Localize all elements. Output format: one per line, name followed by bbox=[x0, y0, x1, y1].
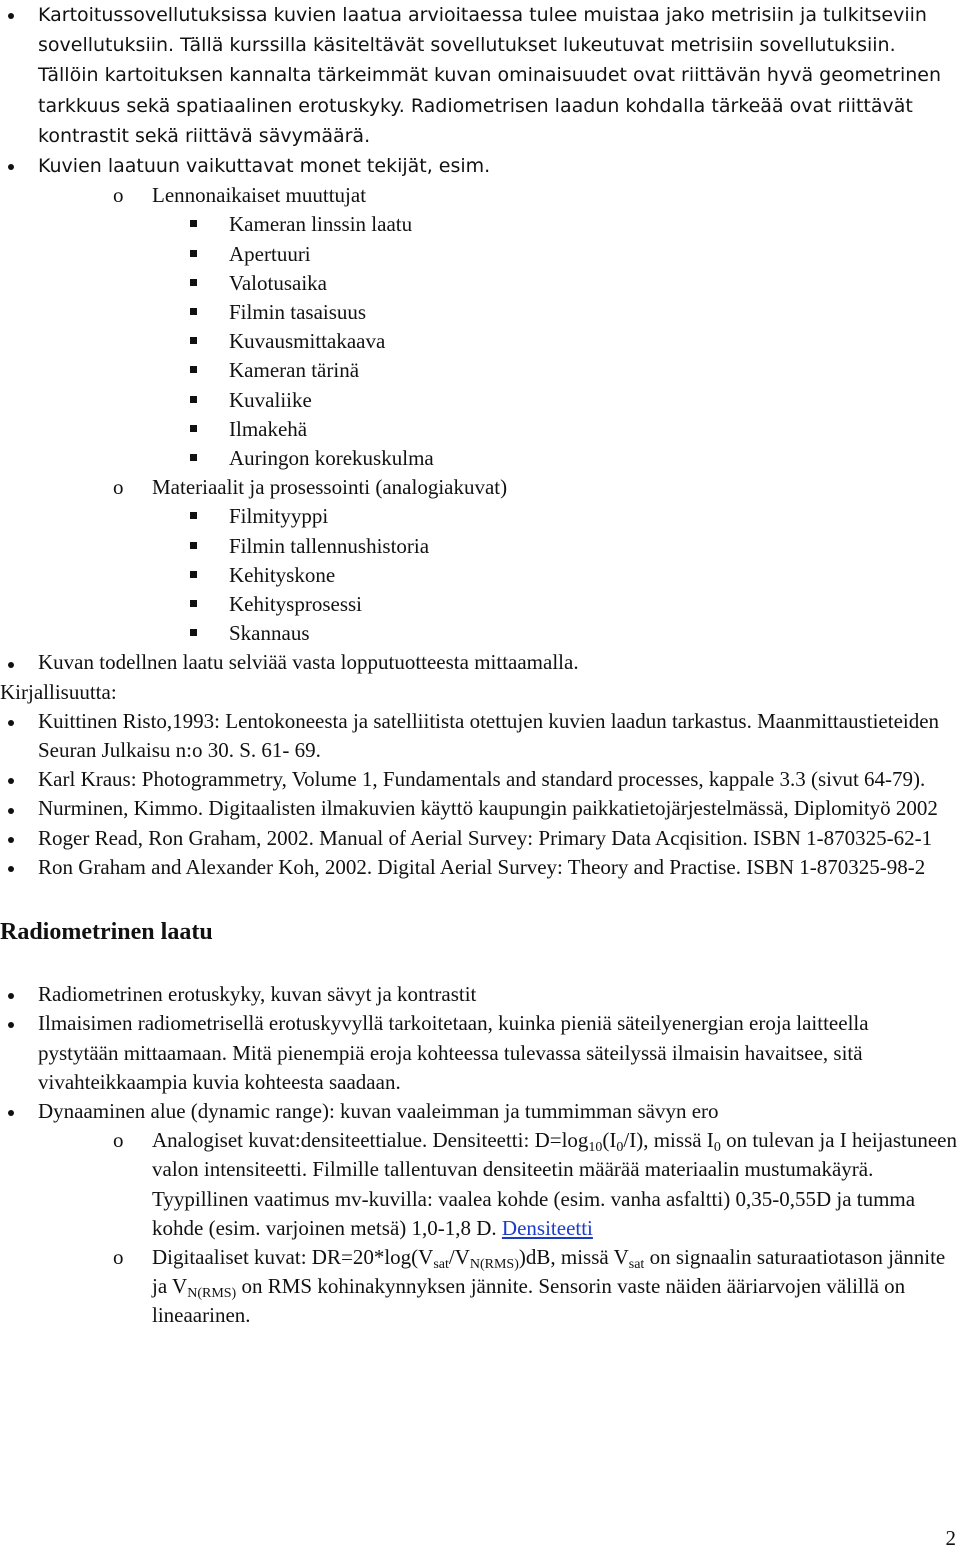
list-item bbox=[0, 240, 960, 269]
citation: Roger Read, Ron Graham, 2002. Manual of Aerial Survey: Primary Data Acqisition. ISBN 1-870325-62-1 bbox=[38, 825, 933, 850]
factor-group-flight bbox=[0, 181, 960, 210]
square-bullet-icon bbox=[190, 366, 197, 373]
densiteetti-link[interactable]: Densiteetti bbox=[501, 1215, 593, 1240]
factor-item: Skannaus bbox=[229, 621, 310, 646]
bullet-dot-icon bbox=[4, 853, 18, 882]
radiometric-point: Dynaaminen alue (dynamic range): kuvan vaaleimman ja tummimman sävyn ero bbox=[38, 1098, 719, 1123]
factor-item: Auringon korekuskulma bbox=[229, 446, 434, 471]
square-bullet-icon bbox=[190, 396, 197, 403]
list-item bbox=[0, 151, 960, 181]
citation: Ron Graham and Alexander Koh, 2002. Digital Aerial Survey: Theory and Practise. ISBN 1-870325-98-2 bbox=[38, 854, 926, 879]
list-item bbox=[0, 0, 960, 151]
list-item bbox=[0, 502, 960, 531]
bullet-dot-icon bbox=[4, 1009, 18, 1038]
square-bullet-icon bbox=[190, 571, 197, 578]
circle-bullet-icon: o bbox=[113, 475, 124, 500]
factor-group-label: Materiaalit ja prosessointi (analogiakuvat) bbox=[152, 475, 508, 500]
bullet-dot-icon bbox=[4, 0, 18, 29]
factor-group-material bbox=[0, 473, 960, 502]
factor-item: Filmityyppi bbox=[229, 504, 329, 529]
literature-item bbox=[0, 707, 960, 765]
factor-item: Filmin tasaisuus bbox=[229, 300, 367, 325]
material-factor-list bbox=[0, 502, 960, 648]
factors-intro: Kuvien laatuun vaikuttavat monet tekijät, esim. bbox=[38, 155, 491, 178]
circle-bullet-icon: o bbox=[113, 183, 124, 208]
factor-item: Valotusaika bbox=[229, 270, 327, 295]
factor-item: Kuvausmittakaava bbox=[229, 329, 386, 354]
list-item bbox=[0, 327, 960, 356]
square-bullet-icon bbox=[190, 279, 197, 286]
flight-factor-list bbox=[0, 210, 960, 473]
bullet-dot-icon bbox=[4, 824, 18, 853]
square-bullet-icon bbox=[190, 629, 197, 636]
list-item bbox=[0, 444, 960, 473]
bullet-dot-icon bbox=[4, 707, 18, 736]
list-item bbox=[0, 648, 960, 677]
literature-item bbox=[0, 824, 960, 853]
dynamic-range-list bbox=[0, 1126, 960, 1330]
bullet-dot-icon bbox=[4, 794, 18, 823]
list-item bbox=[0, 415, 960, 444]
intro-paragraph: Kartoitussovellutuksissa kuvien laatua arvioitaessa tulee muistaa jako metrisiin ja tulkitseviin sovellutuksiin. Tällä kurssilla käsiteltävät sovellutukset lukeutuvat metrisiin sovellutuksiin. Tällöin kartoituksen kannalta tärkeimmät kuvan ominaisuudet ovat riittävän hyvä geometrinen tarkkuus sekä spatiaalinen erotuskyky. Radiometrisen laadun kohdalla tärkeää ovat riittävät kontrastit sekä riittävä sävymäärä. bbox=[38, 4, 942, 147]
circle-bullet-icon: o bbox=[113, 1244, 124, 1269]
literature-item bbox=[0, 853, 960, 882]
square-bullet-icon bbox=[190, 542, 197, 549]
list-item bbox=[0, 386, 960, 415]
factor-groups bbox=[0, 181, 960, 210]
bullet-dot-icon bbox=[4, 151, 18, 180]
list-item bbox=[0, 590, 960, 619]
factor-item: Kameran tärinä bbox=[229, 358, 360, 383]
square-bullet-icon bbox=[190, 308, 197, 315]
bullet-dot-icon bbox=[4, 648, 18, 677]
list-item bbox=[0, 980, 960, 1009]
list-item bbox=[0, 269, 960, 298]
list-item bbox=[0, 1009, 960, 1097]
square-bullet-icon bbox=[190, 454, 197, 461]
square-bullet-icon bbox=[190, 600, 197, 607]
radiometric-list bbox=[0, 980, 960, 1126]
factor-groups bbox=[0, 473, 960, 502]
bullet-dot-icon bbox=[4, 1097, 18, 1126]
page-number: 2 bbox=[945, 1526, 956, 1550]
factor-group-label: Lennonaikaiset muuttujat bbox=[152, 183, 367, 208]
radiometric-point: Ilmaisimen radiometrisellä erotuskyvyllä tarkoitetaan, kuinka pieniä säteilyenergian eroja laitteella pystytään mittaamaan. Mitä pienempiä eroja kohteessa tulevassa säteilyssä ilmaisin havaitsee, sitä vivahteikkaampia kuvia kohteesta saadaan. bbox=[38, 1011, 869, 1094]
factor-item: Kameran linssin laatu bbox=[229, 212, 413, 237]
factor-item: Filmin tallennushistoria bbox=[229, 533, 430, 558]
literature-item bbox=[0, 794, 960, 823]
factor-item: Kehitysprosessi bbox=[229, 592, 362, 617]
bullet-dot-icon bbox=[4, 765, 18, 794]
literature-list bbox=[0, 707, 960, 882]
factor-item: Ilmakehä bbox=[229, 416, 308, 441]
square-bullet-icon bbox=[190, 512, 197, 519]
list-item bbox=[0, 1097, 960, 1126]
list-item bbox=[0, 356, 960, 385]
citation: Nurminen, Kimmo. Digitaalisten ilmakuvien käyttö kaupungin paikkatietojärjestelmässä, Diplomityö 2002 bbox=[38, 796, 938, 821]
square-bullet-icon bbox=[190, 337, 197, 344]
summary-list bbox=[0, 648, 960, 677]
list-item bbox=[0, 561, 960, 590]
factor-item: Kehityskone bbox=[229, 562, 336, 587]
factor-item: Apertuuri bbox=[229, 241, 311, 266]
analog-images-item: o Analogiset kuvat:densiteettialue. Densiteetti: $D=\log_{10}(I_0/I)$, missä $I_0$ on tulevan ja I heijastuneen valon intensiteetti. Filmille tallentuvan densiteetin määrää materiaalin mustumakäyrä. Tyypillinen vaatimus mv-kuvilla: vaalea kohde (esim. vanha asfaltti) 0,35-0,55D ja tumma kohde (esim. varjoinen metsä) 1,0-1,8 D. Densiteetti bbox=[113, 1128, 957, 1240]
factor-item: Kuvaliike bbox=[229, 387, 312, 412]
section-title: Radiometrinen laatu bbox=[0, 919, 213, 946]
true-quality-text: Kuvan todellnen laatu selviää vasta lopputuotteesta mittaamalla. bbox=[38, 650, 579, 675]
bullet-dot-icon bbox=[4, 980, 18, 1009]
citation: Kuittinen Risto,1993: Lentokoneesta ja satelliitista otettujen kuvien laadun tarkastus. Maanmittaustieteiden Seuran Julkaisu n:o 30. S. 61- 69. bbox=[38, 708, 940, 763]
square-bullet-icon bbox=[190, 425, 197, 432]
square-bullet-icon bbox=[190, 250, 197, 257]
intro-list bbox=[0, 0, 960, 181]
square-bullet-icon bbox=[190, 220, 197, 227]
list-item bbox=[0, 532, 960, 561]
digital-images-item: o Digitaaliset kuvat: $DR=20*\log(V_{sat}/V_{N(RMS)})dB$, missä $V_{sat}$ on signaalin saturaatiotason jännite ja $V_{N(RMS)}$ on RMS kohinakynnyksen jännite. Sensorin vaste näiden ääriarvojen välillä on lineaarinen. bbox=[113, 1244, 946, 1328]
list-item bbox=[0, 619, 960, 648]
literature-item bbox=[0, 765, 960, 794]
citation: Karl Kraus: Photogrammetry, Volume 1, Fundamentals and standard processes, kappale 3.3 (sivut 64-79). bbox=[38, 767, 926, 792]
literature-heading: Kirjallisuutta: bbox=[0, 679, 117, 704]
radiometric-point: Radiometrinen erotuskyky, kuvan sävyt ja kontrastit bbox=[38, 982, 477, 1007]
list-item bbox=[0, 210, 960, 239]
circle-bullet-icon: o bbox=[113, 1128, 124, 1153]
list-item bbox=[0, 298, 960, 327]
